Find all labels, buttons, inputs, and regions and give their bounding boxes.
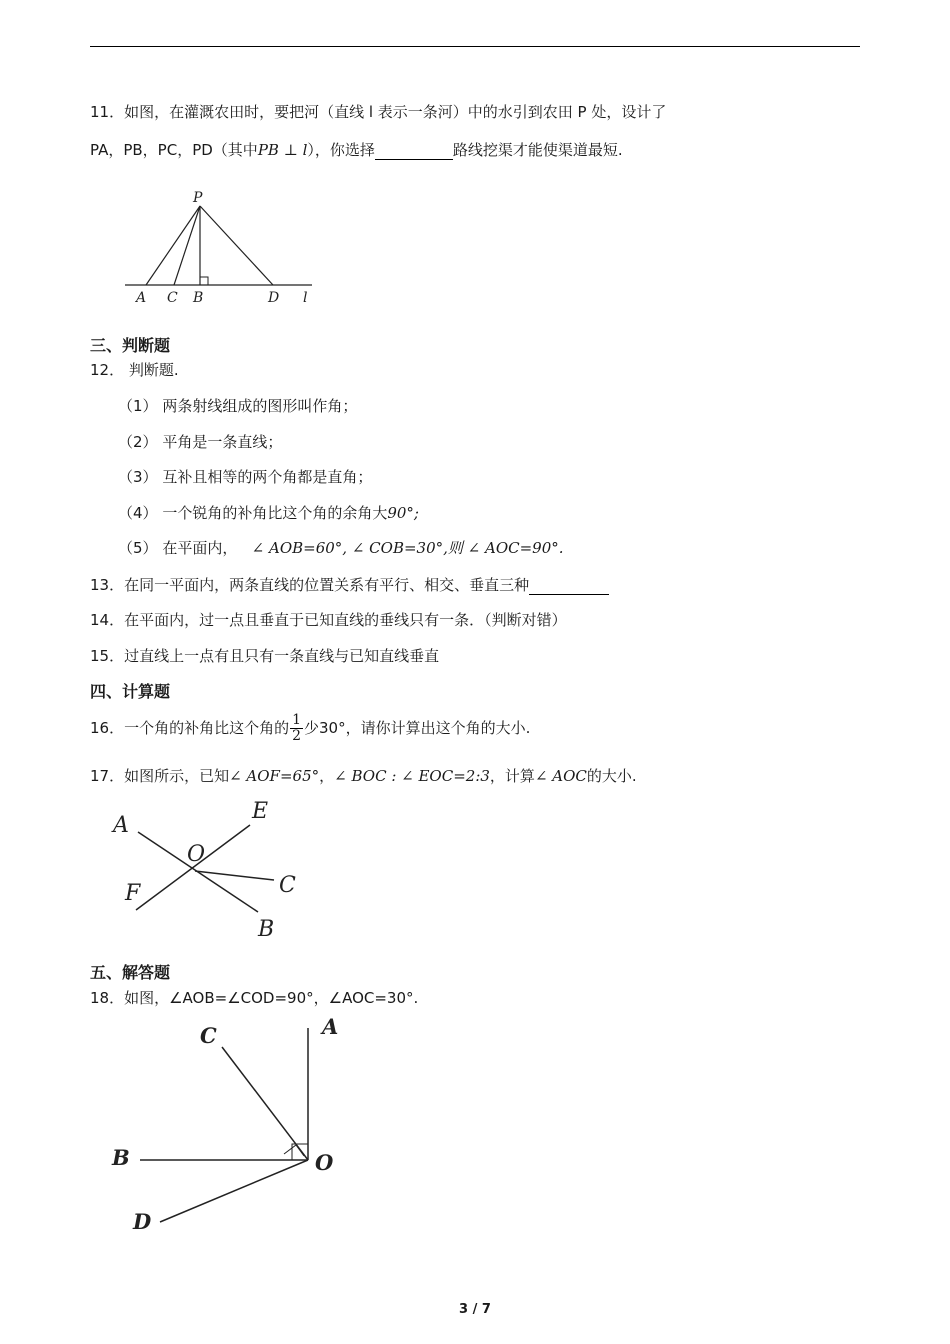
q14-text: 14．在平面内，过一点且垂直于已知直线的垂线只有一条．（判断对错） (90, 611, 567, 629)
q18-label-d: D (133, 1209, 152, 1234)
q11-label-p: P (193, 190, 203, 206)
q17-label-c: C (279, 873, 296, 898)
q12-item-4-text: 一个锐角的补角比这个角的余角大 (162, 504, 388, 522)
q12-item-4-math: 90°; (387, 504, 419, 522)
q17-label-o: O (187, 842, 206, 867)
q12-item-1-text: 两条射线组成的图形叫作角； (162, 397, 358, 415)
q17-math-aoc: ∠ AOC (534, 767, 587, 785)
q18-text: 18．如图，∠AOB=∠COD=90°，∠AOC=30°. (90, 989, 419, 1007)
q11-label-b: B (193, 290, 204, 306)
q18-label-o: O (315, 1150, 334, 1175)
q16-text-b: 少30°，请你计算出这个角的大小. (304, 719, 531, 737)
q12-item-5-no: （5） (118, 539, 158, 557)
q18-label-b: B (112, 1145, 130, 1170)
section5-title: 五、解答题 (90, 963, 171, 982)
q12-item-5-text: 在平面内， (162, 539, 238, 557)
q18-label-a: A (322, 1014, 339, 1039)
q12-item-4-no: （4） (118, 504, 158, 522)
q15-text: 15．过直线上一点有且只有一条直线与已知直线垂直 (90, 647, 440, 665)
q11-label-l: l (303, 290, 308, 306)
q17-label-f: F (125, 881, 141, 906)
q17-text-a: 17．如图所示，已知 (90, 767, 230, 785)
page-number: 3 / 7 (459, 1302, 491, 1317)
q13-text: 13．在同一平面内，两条直线的位置关系有平行、相交、垂直三种 (90, 576, 530, 594)
q12-item-1-no: （1） (118, 397, 158, 415)
q16-frac-num: 1 (292, 712, 302, 728)
q17-math-ratio: ∠ BOC : ∠ EOC=2:3 (334, 767, 490, 785)
q18-ray-oc (222, 1047, 308, 1160)
q11-line2-c: 路线挖渠才能使渠道最短. (452, 141, 623, 159)
q17-text-b: ，计算 (489, 767, 535, 785)
q17-text-c: 的大小. (586, 767, 637, 785)
q17-math-aof: ∠ AOF=65° (229, 767, 320, 785)
q12-stem: 12． 判断题. (90, 361, 179, 379)
q16-text-a: 16．一个角的补角比这个角的 (90, 719, 290, 737)
q17-label-b: B (258, 917, 275, 942)
q18-ray-od (160, 1160, 308, 1222)
q12-item-2-text: 平角是一条直线； (162, 433, 283, 451)
q12-item-3-no: （3） (118, 468, 158, 486)
q17-label-a: A (113, 813, 129, 838)
q11-label-d: D (268, 290, 280, 306)
q18-label-c: C (200, 1023, 217, 1048)
q17-label-e: E (252, 799, 269, 824)
q11-math: PB ⊥ l (257, 141, 308, 159)
section3-title: 三、判断题 (90, 336, 171, 355)
q12-item-5-math: ∠ AOB=60°, ∠ COB=30°,则 ∠ AOC=90°. (251, 539, 564, 557)
q12-item-3-text: 互补且相等的两个角都是直角； (162, 468, 373, 486)
q11-line2-a: PA，PB，PC，PD（其中 (90, 141, 258, 159)
q11-line1: 11．如图，在灌溉农田时，要把河（直线 l 表示一条河）中的水引到农田 P 处，设计了 (90, 103, 667, 121)
q11-line2-b: ），你选择 (307, 141, 375, 159)
q16-frac-den: 2 (292, 728, 302, 744)
q11-label-c: C (167, 290, 178, 306)
section4-title: 四、计算题 (90, 682, 171, 701)
q17-sep: ， (319, 767, 335, 785)
q11-label-a: A (136, 290, 147, 306)
q12-item-2-no: （2） (118, 433, 158, 451)
